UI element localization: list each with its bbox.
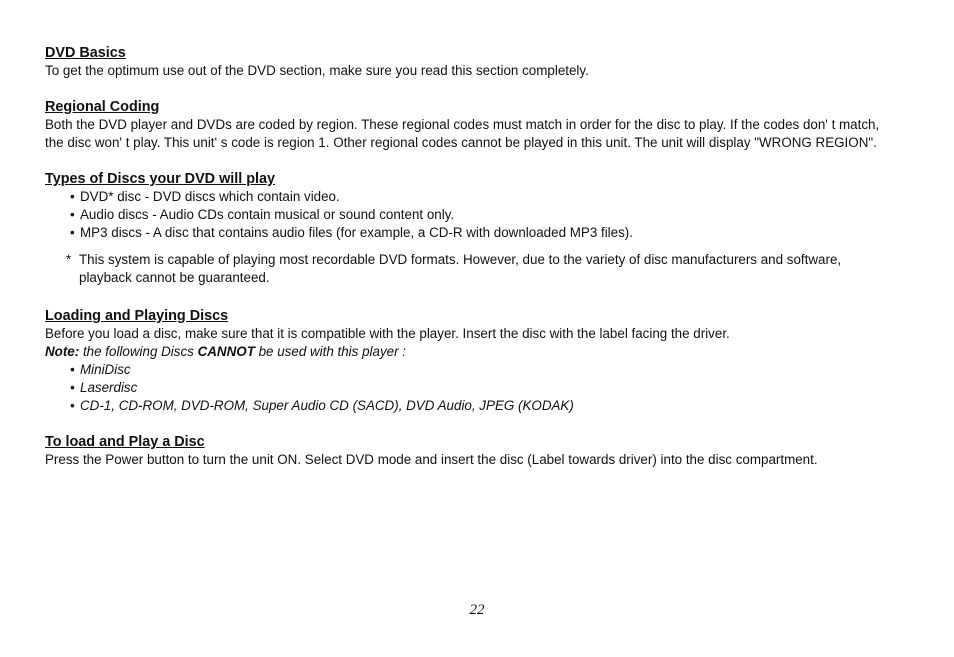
asterisk-symbol: * (66, 252, 72, 267)
heading-load-play-disc: To load and Play a Disc (45, 434, 205, 450)
list-item: • DVD* disc - DVD discs which contain video. (70, 189, 340, 204)
list-item: • MP3 discs - A disc that contains audio files (for example, a CD-R with downloaded MP3 files). (70, 225, 633, 240)
footnote-text: This system is capable of playing most recordable DVD formats. However, due to the variety of disc manufacturers and software, playback cannot be guaranteed. (79, 252, 842, 285)
manual-page (45, 44, 915, 469)
loading-text: Before you load a disc, make sure that it is compatible with the player. Insert the disc with the label facing the driver. (45, 326, 730, 341)
note-emphasis: CANNOT (197, 344, 255, 359)
heading-disc-types: Types of Discs your DVD will play (45, 171, 276, 187)
dvd-basics-text: To get the optimum use out of the DVD section, make sure you read this section completely. (45, 63, 589, 78)
list-item: • Audio discs - Audio CDs contain musical or sound content only. (70, 207, 455, 222)
list-item: • Laserdisc (70, 380, 138, 395)
note-label: Note: (45, 344, 80, 359)
load-play-text: Press the Power button to turn the unit ON. Select DVD mode and insert the disc (Label towards driver) into the disc compartment. (45, 452, 818, 467)
regional-coding-text: Both the DVD player and DVDs are coded by region. These regional codes must match in order for the disc to play. If the codes don' t match, the disc won' t play. This unit' s code is region 1. Other regional codes cannot be played in this unit. The unit will display "WRONG REGION". (45, 117, 880, 150)
heading-regional-coding: Regional Coding (45, 99, 160, 115)
list-item: • MiniDisc (70, 362, 131, 377)
list-item: • CD-1, CD-ROM, DVD-ROM, Super Audio CD (SACD), DVD Audio, JPEG (KODAK) (70, 398, 574, 413)
heading-dvd-basics: DVD Basics (45, 45, 126, 61)
note-line: Note: the following Discs CANNOT be used with this player : (45, 344, 406, 359)
footnote (66, 251, 915, 287)
page-number: 22 (469, 602, 485, 618)
heading-loading-playing: Loading and Playing Discs (45, 308, 229, 324)
